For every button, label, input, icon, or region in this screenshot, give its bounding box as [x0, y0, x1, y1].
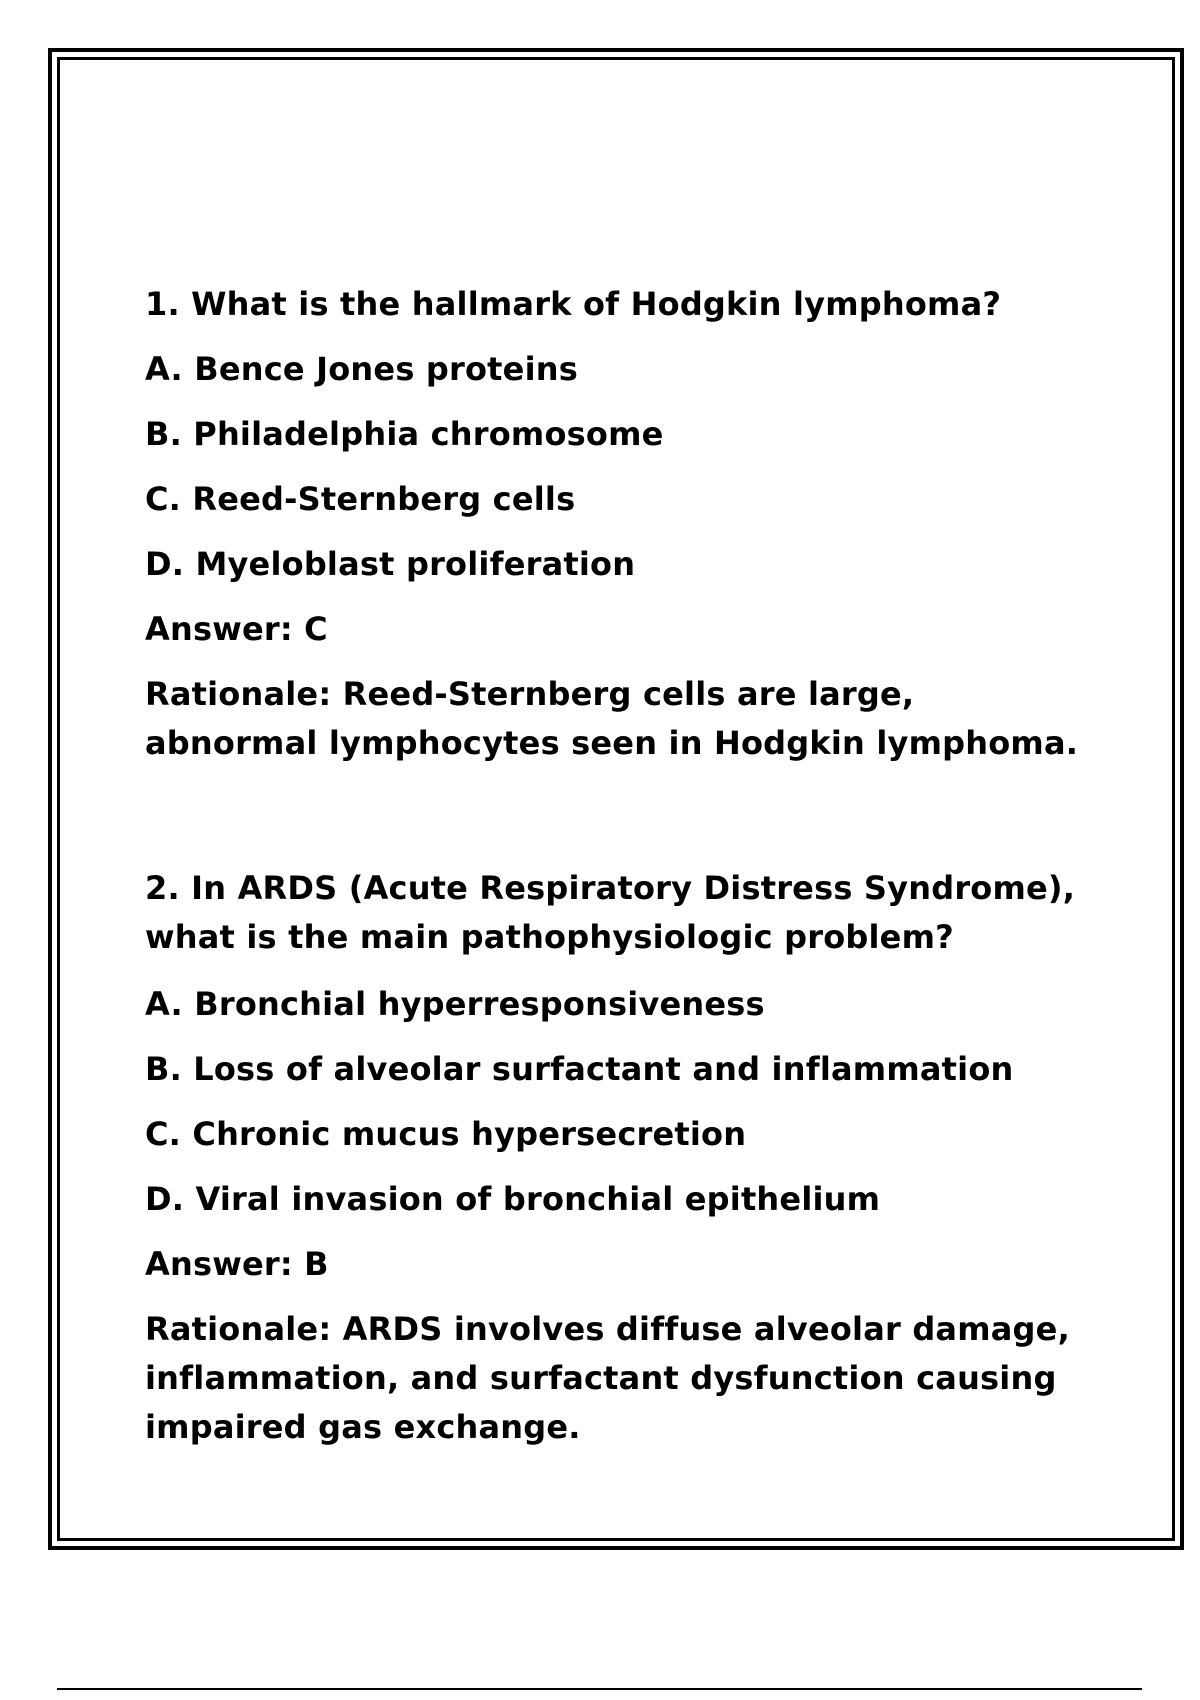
- option-c: C. Chronic mucus hypersecretion: [145, 1115, 747, 1153]
- option-d: D. Myeloblast proliferation: [145, 545, 636, 583]
- option-a: A. Bronchial hyperresponsiveness: [145, 985, 765, 1023]
- option-d: D. Viral invasion of bronchial epithelium: [145, 1180, 881, 1218]
- answer: Answer: C: [145, 610, 328, 648]
- option-b: B. Philadelphia chromosome: [145, 415, 664, 453]
- footer-divider: [57, 1688, 1142, 1690]
- rationale: Rationale: Reed-Sternberg cells are large, abnormal lymphocytes seen in Hodgkin lymphoma.: [145, 675, 1079, 762]
- question-text: 1. What is the hallmark of Hodgkin lymphoma?: [145, 285, 1002, 323]
- option-c: C. Reed-Sternberg cells: [145, 480, 576, 518]
- question-text: 2. In ARDS (Acute Respiratory Distress Syndrome), what is the main pathophysiologic problem?: [145, 869, 1076, 956]
- question-list: [145, 280, 1085, 1548]
- question-2: [145, 864, 1085, 1452]
- question-1: [145, 280, 1085, 768]
- answer: Answer: B: [145, 1245, 329, 1283]
- option-a: A. Bence Jones proteins: [145, 350, 578, 388]
- option-b: B. Loss of alveolar surfactant and inflammation: [145, 1050, 1014, 1088]
- rationale: Rationale: ARDS involves diffuse alveolar damage, inflammation, and surfactant dysfunction causing impaired gas exchange.: [145, 1310, 1070, 1446]
